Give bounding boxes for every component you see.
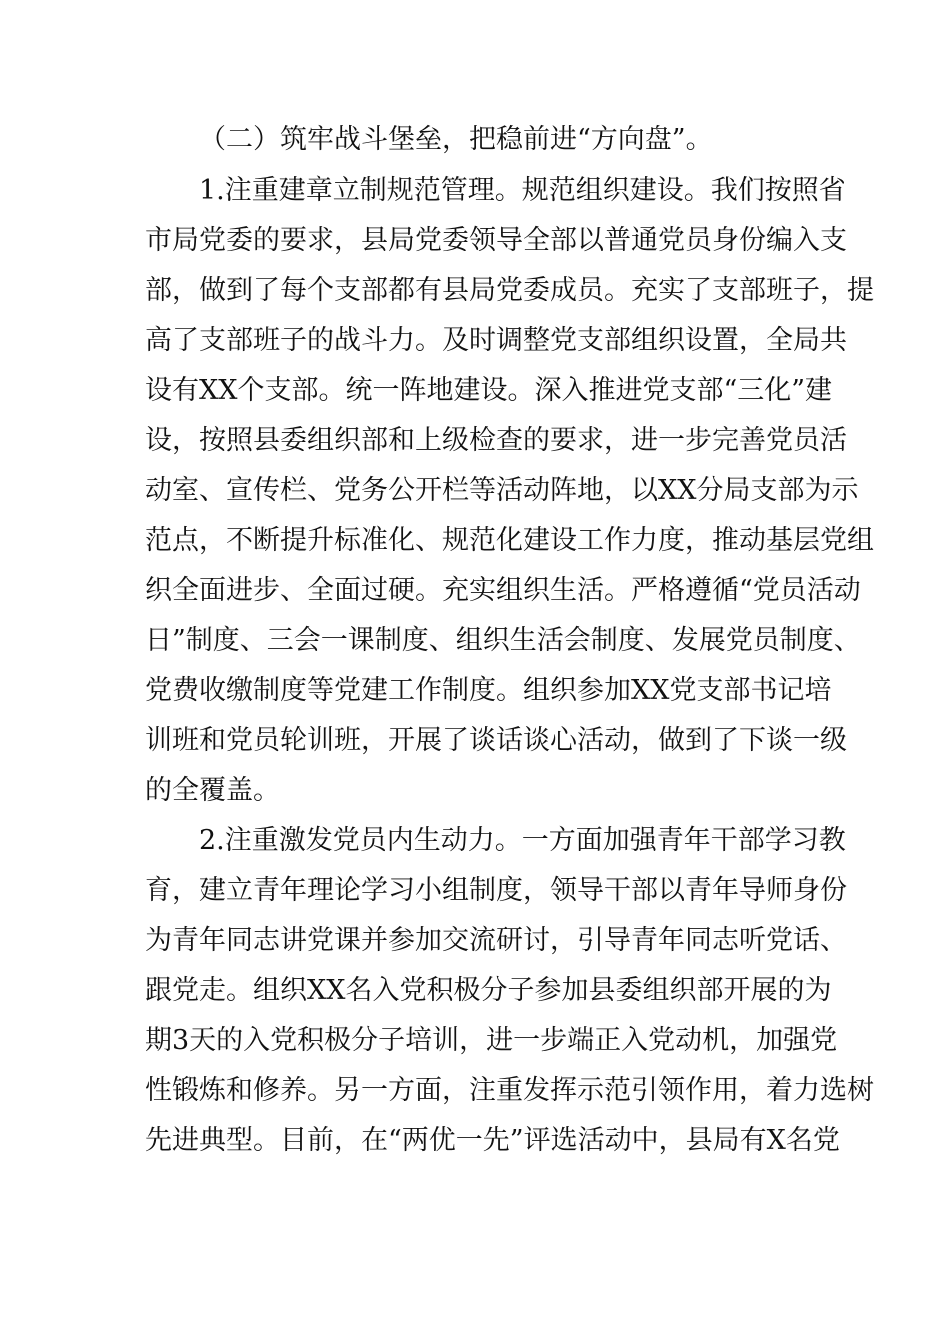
paragraph-1-line-4: 高了支部班子的战斗力。及时调整党支部组织设置，全局共 <box>145 325 847 356</box>
paragraph-1-line-9: 织全面进步、全面过硬。充实组织生活。严格遵循“党员活动 <box>145 575 861 606</box>
paragraph-1-line-10: 日”制度、三会一课制度、组织生活会制度、发展党员制度、 <box>145 625 861 656</box>
paragraph-1-line-1: 1.注重建章立制规范管理。规范组织建设。我们按照省 <box>199 175 846 206</box>
paragraph-1-line-6: 设，按照县委组织部和上级检查的要求，进一步完善党员活 <box>145 425 847 456</box>
paragraph-1-line-11: 党费收缴制度等党建工作制度。组织参加XX党支部书记培 <box>145 675 832 706</box>
paragraph-1-line-2: 市局党委的要求，县局党委领导全部以普通党员身份编入支 <box>145 225 847 256</box>
paragraph-2-line-6: 性锻炼和修养。另一方面，注重发挥示范引领作用，着力选树 <box>145 1075 874 1106</box>
paragraph-2-line-2: 育，建立青年理论学习小组制度，领导干部以青年导师身份 <box>145 875 847 906</box>
paragraph-2-line-3: 为青年同志讲党课并参加交流研讨，引导青年同志听党话、 <box>145 925 847 956</box>
paragraph-1-line-8: 范点，不断提升标准化、规范化建设工作力度，推动基层党组 <box>145 525 874 556</box>
paragraph-1-line-13: 的全覆盖。 <box>145 775 280 806</box>
paragraph-2-line-1: 2.注重激发党员内生动力。一方面加强青年干部学习教 <box>199 825 846 856</box>
paragraph-1-line-3: 部，做到了每个支部都有县局党委成员。充实了支部班子，提 <box>145 275 874 306</box>
paragraph-2-line-5: 期3天的入党积极分子培训，进一步端正入党动机，加强党 <box>145 1025 838 1056</box>
section-heading: （二）筑牢战斗堡垒，把稳前进“方向盘”。 <box>199 124 713 155</box>
paragraph-1-line-7: 动室、宣传栏、党务公开栏等活动阵地，以XX分局支部为示 <box>145 475 859 506</box>
paragraph-2-line-7: 先进典型。目前，在“两优一先”评选活动中，县局有X名党 <box>145 1125 840 1156</box>
paragraph-2-line-4: 跟党走。组织XX名入党积极分子参加县委组织部开展的为 <box>145 975 832 1006</box>
paragraph-1-line-5: 设有XX个支部。统一阵地建设。深入推进党支部“三化”建 <box>145 375 833 406</box>
paragraph-1-line-12: 训班和党员轮训班，开展了谈话谈心活动，做到了下谈一级 <box>145 725 847 756</box>
